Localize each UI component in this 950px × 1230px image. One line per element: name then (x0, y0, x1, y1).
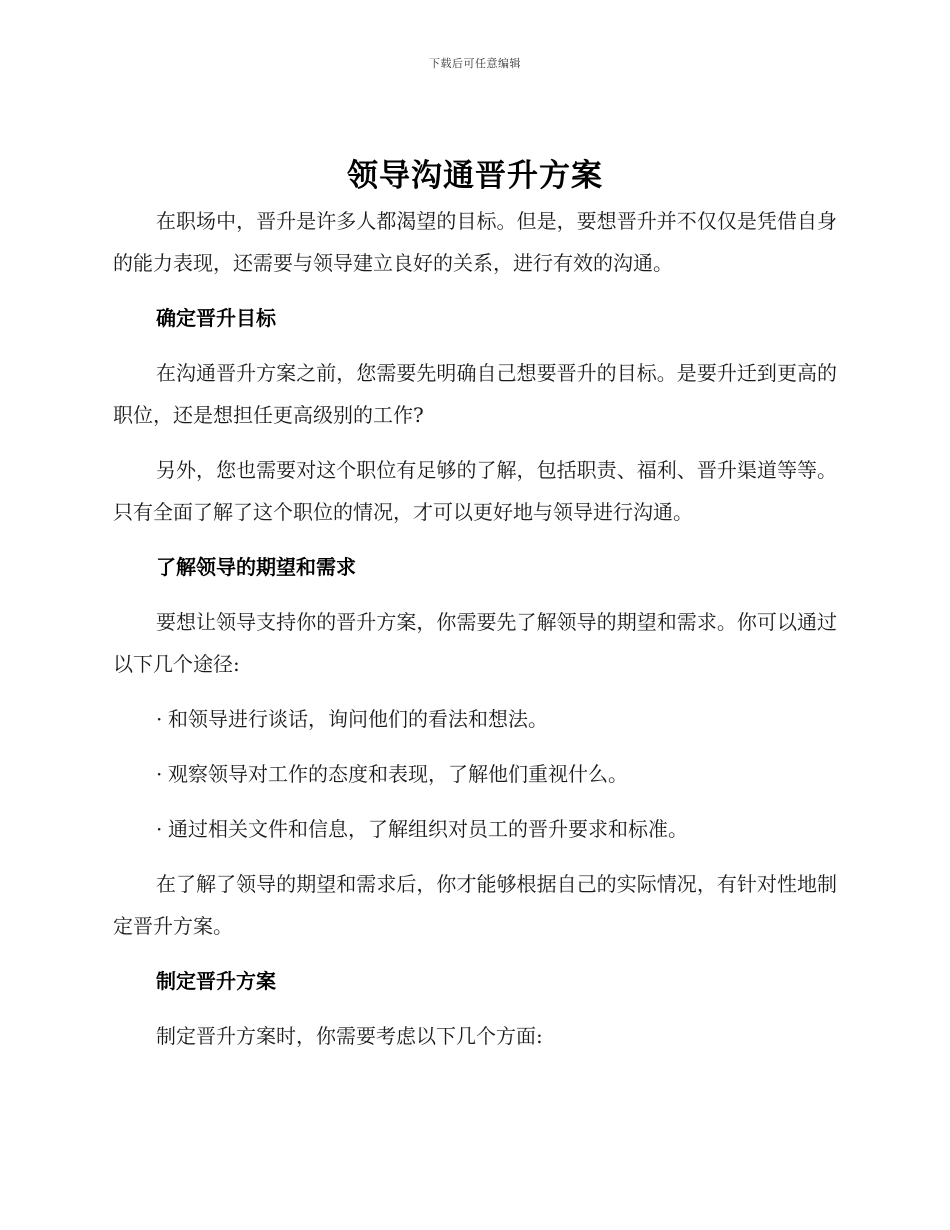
paragraph-expectations: 要想让领导支持你的晋升方案，你需要先了解领导的期望和需求。你可以通过以下几个途径: (113, 610, 837, 676)
list-item (113, 698, 837, 740)
section-heading-goal: 确定晋升目标 (156, 306, 276, 330)
list-item-text: 观察领导对工作的态度和表现，了解他们重视什么。 (168, 762, 628, 786)
paragraph-after-expectations: 在了解了领导的期望和需求后，你才能够根据自己的实际情况，有针对性地制定晋升方案。 (113, 872, 837, 938)
paragraph-position-knowledge: 另外，您也需要对这个职位有足够的了解，包括职责、福利、晋升渠道等等。只有全面了解了这个职位的情况，才可以更好地与领导进行沟通。 (113, 458, 837, 524)
document-title: 领导沟通晋升方案 (347, 158, 603, 194)
paragraph-goal: 在沟通晋升方案之前，您需要先明确自己想要晋升的目标。是要升迁到更高的职位，还是想担任更高级别的工作? (113, 361, 837, 427)
bullet-marker: · (156, 817, 163, 841)
list-item-text: 通过相关文件和信息，了解组织对员工的晋升要求和标准。 (168, 817, 688, 841)
list-item (113, 808, 837, 850)
header-note: 下载后可任意编辑 (429, 57, 521, 70)
document-body (113, 200, 837, 1070)
paragraph-plan: 制定晋升方案时，你需要考虑以下几个方面: (156, 1024, 543, 1048)
bullet-marker: · (156, 707, 163, 731)
list-item (113, 753, 837, 795)
paragraph-intro: 在职场中，晋升是许多人都渴望的目标。但是，要想晋升并不仅仅是凭借自身的能力表现，还需要与领导建立良好的关系，进行有效的沟通。 (113, 209, 837, 275)
section-heading-expectations: 了解领导的期望和需求 (156, 555, 356, 579)
bullet-marker: · (156, 762, 163, 786)
section-heading-plan: 制定晋升方案 (156, 969, 276, 993)
list-item-text: 和领导进行谈话，询问他们的看法和想法。 (168, 707, 548, 731)
